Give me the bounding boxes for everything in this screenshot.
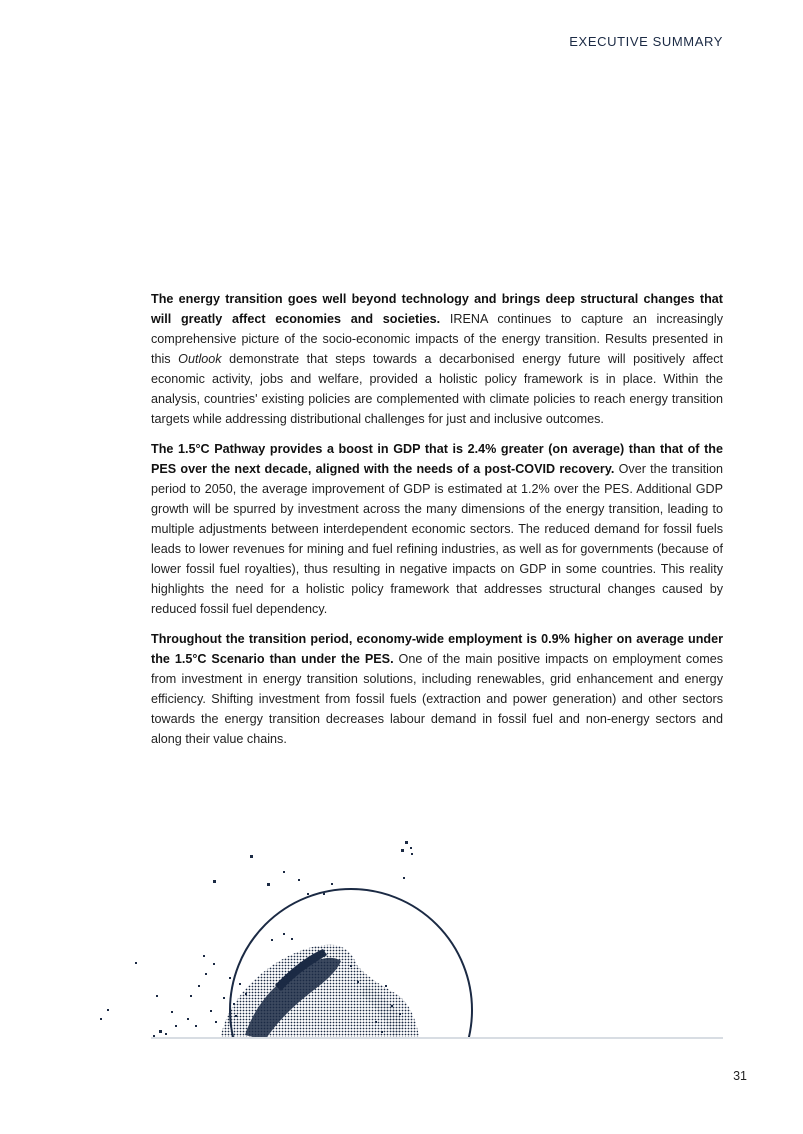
paragraph-lead: The 1.5°C Pathway provides a boost in GDP that is 2.4% greater (on average) than that of the PES over the next decade, aligned with the needs of a post-COVID recovery. (151, 442, 723, 476)
paragraph-body: One of the main positive impacts on employment comes from investment in energy transition solutions, including renewables, grid enhancement and energy efficiency. Shifting investment from fossil fuels (extraction and power generation) and other sectors towards the energy transition decreases labour demand in fossil fuel and non-energy sectors and along their value chains. (151, 652, 723, 746)
paragraph-body: IRENA continues to capture an increasingly comprehensive picture of the socio-economic impacts of the energy transition. Results presented in this (151, 312, 724, 366)
paragraph-lead: The energy transition goes well beyond technology and brings deep structural changes that will greatly affect economies and societies. (151, 292, 723, 326)
paragraph-employment (151, 629, 723, 749)
paragraph-body: Over the transition period to 2050, the average improvement of GDP is estimated at 1.2% over the PES. Additional GDP growth will be spurred by investment across the many dimensions of the energy transition, leading to multiple adjustments between interdependent economic sectors. The reduced demand for fossil fuels leads to lower revenues for mining and fuel refining industries, as well as for governments (because of lower fossil fuel royalties), thus resulting in negative impacts on GDP in some countries. This reality highlights the need for a holistic policy framework that addresses structural changes caused by reduced fossil fuel dependency. (151, 462, 723, 616)
paragraph-body: demonstrate that steps towards a decarbonised energy future will positively affect economic activity, jobs and welfare, provided a holistic policy framework is in place. Within the analysis, countries' existing policies are complemented with climate policies to reach energy transition targets while addressing distributional challenges for just and inclusive outcomes. (151, 352, 723, 426)
outlook-italic: Outlook (178, 352, 222, 366)
baseline-rule (151, 1037, 723, 1039)
paragraph-lead: Throughout the transition period, economy-wide employment is 0.9% higher on average under the 1.5°C Scenario than under the PES. (151, 632, 723, 666)
body-text (151, 289, 723, 759)
paragraph-energy-transition (151, 289, 723, 429)
globe-illustration (95, 835, 495, 1040)
section-header: EXECUTIVE SUMMARY (569, 34, 723, 49)
page-number: 31 (733, 1069, 747, 1083)
paragraph-gdp (151, 439, 723, 619)
